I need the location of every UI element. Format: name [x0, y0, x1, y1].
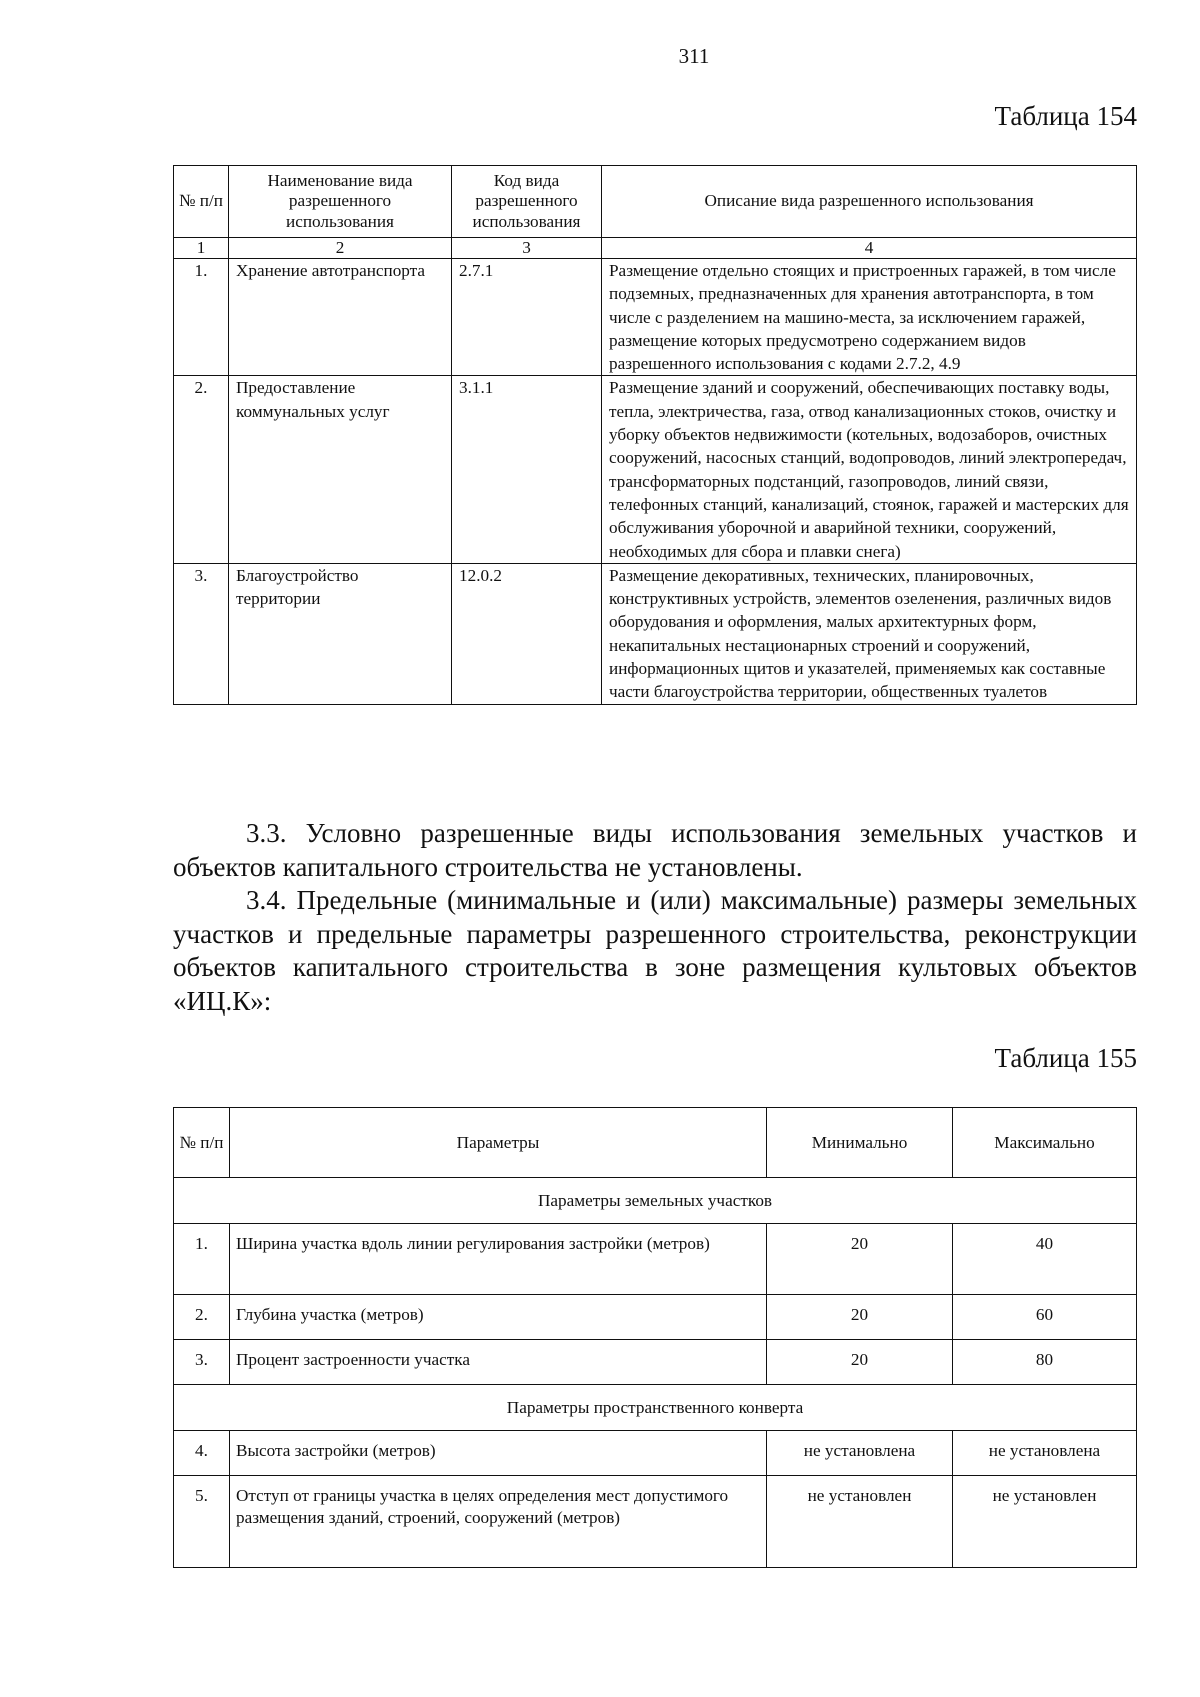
header-name: Наименование вида разрешенного использования [229, 166, 452, 238]
parameter-name: Глубина участка (метров) [230, 1295, 767, 1340]
row-number: 1. [174, 1224, 230, 1295]
paragraph-3-4: 3.4. Предельные (минимальные и (или) максимальные) размеры земельных участков и предельные параметры разрешенного строительства, реконструкции объектов капитального строительства в зоне размещения культовых объектов «ИЦ.К»: [173, 885, 1137, 1016]
use-description: Размещение зданий и сооружений, обеспечивающих поставку воды, тепла, электричества, газа, отвод канализационных стоков, очистку и уборку объектов недвижимости (котельных, водозаборов, очистных сооружений, насосных станций, водопроводов, линий электропередач, трансформаторных подстанций, газопроводов, линий связи, телефонных станций, канализаций, стоянок, гаражей и мастерских для обслуживания уборочной и аварийной техники, сооружений, необходимых для сбора и плавки снега) [602, 376, 1137, 563]
min-value: 20 [767, 1224, 953, 1295]
table-row [174, 1224, 1137, 1295]
row-number: 1. [174, 259, 229, 376]
use-code: 3.1.1 [452, 376, 602, 563]
section-row [174, 1178, 1137, 1224]
section-row [174, 1385, 1137, 1431]
use-description: Размещение декоративных, технических, планировочных, конструктивных устройств, элементов озеленения, различных видов оборудования и оформления, малых архитектурных форм, некапитальных нестационарных строений и сооружений, информационных щитов и указателей, применяемых как составные части благоустройства территории, общественных туалетов [602, 563, 1137, 704]
column-number: 2 [229, 238, 452, 259]
use-name: Хранение автотранспорта [229, 259, 452, 376]
use-code: 12.0.2 [452, 563, 602, 704]
min-value: не установлена [767, 1431, 953, 1476]
table-row [174, 1340, 1137, 1385]
max-value: не установлена [953, 1431, 1137, 1476]
body-paragraphs [173, 817, 1137, 1018]
header-code: Код вида разрешенного использования [452, 166, 602, 238]
parameter-name: Ширина участка вдоль линии регулирования застройки (метров) [230, 1224, 767, 1295]
table-row [174, 376, 1137, 563]
max-value: 60 [953, 1295, 1137, 1340]
min-value: 20 [767, 1340, 953, 1385]
header-max: Максимально [953, 1108, 1137, 1178]
min-value: не установлен [767, 1476, 953, 1568]
table-row [174, 563, 1137, 704]
section-title: Параметры пространственного конверта [174, 1385, 1137, 1431]
header-num: № п/п [174, 166, 229, 238]
column-number: 1 [174, 238, 229, 259]
parameter-name: Высота застройки (метров) [230, 1431, 767, 1476]
table-header-row [174, 1108, 1137, 1178]
table-row [174, 1431, 1137, 1476]
table-154 [173, 165, 1137, 705]
table-row [174, 259, 1137, 376]
column-number-row [174, 238, 1137, 259]
header-description: Описание вида разрешенного использования [602, 166, 1137, 238]
row-number: 3. [174, 563, 229, 704]
column-number: 4 [602, 238, 1137, 259]
max-value: не установлен [953, 1476, 1137, 1568]
page-number: 311 [678, 44, 710, 68]
use-name: Предоставление коммунальных услуг [229, 376, 452, 563]
section-title: Параметры земельных участков [174, 1178, 1137, 1224]
use-name: Благоустройство территории [229, 563, 452, 704]
header-parameters: Параметры [230, 1108, 767, 1178]
table-155-caption: Таблица 155 [994, 1043, 1137, 1073]
use-code: 2.7.1 [452, 259, 602, 376]
max-value: 40 [953, 1224, 1137, 1295]
table-row [174, 1295, 1137, 1340]
parameter-name: Процент застроенности участка [230, 1340, 767, 1385]
paragraph-3-3: 3.3. Условно разрешенные виды использования земельных участков и объектов капитального строительства не установлены. [173, 818, 1137, 882]
use-description: Размещение отдельно стоящих и пристроенных гаражей, в том числе подземных, предназначенных для хранения автотранспорта, в том числе с разделением на машино-места, за исключением гаражей, размещение которых предусмотрено содержанием видов разрешенного использования с кодами 2.7.2, 4.9 [602, 259, 1137, 376]
row-number: 2. [174, 1295, 230, 1340]
header-num: № п/п [174, 1108, 230, 1178]
header-min: Минимально [767, 1108, 953, 1178]
row-number: 5. [174, 1476, 230, 1568]
table-155 [173, 1107, 1137, 1568]
row-number: 3. [174, 1340, 230, 1385]
min-value: 20 [767, 1295, 953, 1340]
table-154-caption: Таблица 154 [994, 101, 1137, 131]
parameter-name: Отступ от границы участка в целях определения мест допустимого размещения зданий, строений, сооружений (метров) [230, 1476, 767, 1568]
row-number: 4. [174, 1431, 230, 1476]
column-number: 3 [452, 238, 602, 259]
row-number: 2. [174, 376, 229, 563]
table-row [174, 1476, 1137, 1568]
max-value: 80 [953, 1340, 1137, 1385]
table-header-row [174, 166, 1137, 238]
